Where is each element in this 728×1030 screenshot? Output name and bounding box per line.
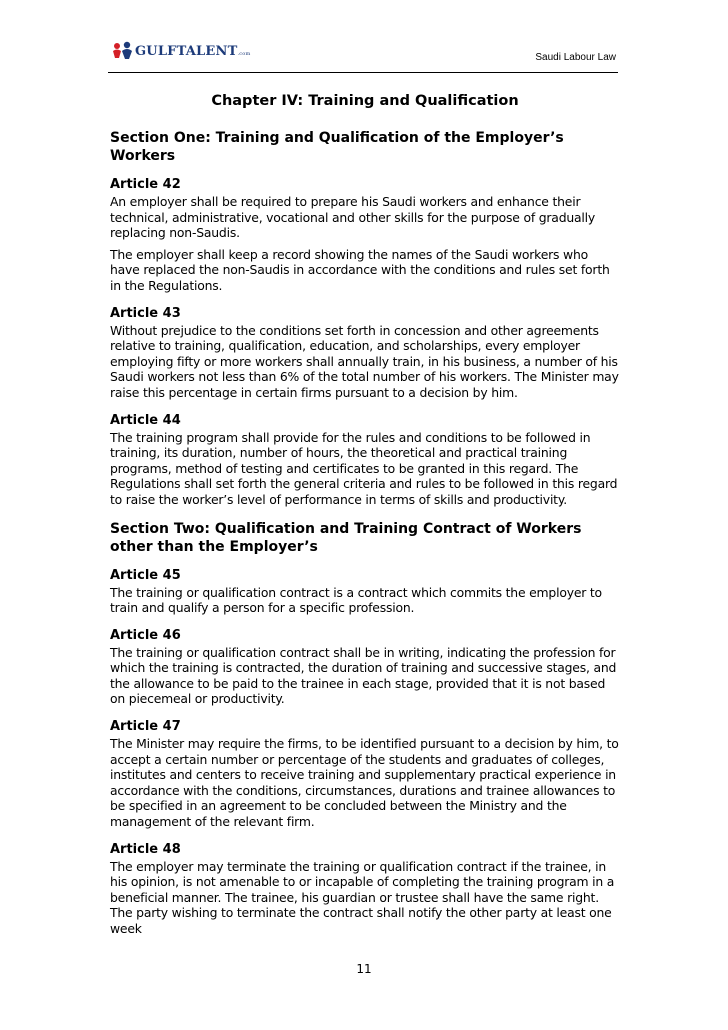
- page-header: [108, 38, 618, 73]
- article-title: Article 48: [110, 841, 181, 857]
- article: [110, 306, 620, 401]
- page-content: [110, 93, 620, 949]
- article-paragraph: Without prejudice to the conditions set forth in concession and other agreements relative to training, qualification, education, and scholarships, every employer employing fifty or more workers shall annually train, in his business, a number of his Saudi workers not less than 6% of the total number of his workers. The Minister may raise this percentage in certain firms pursuant to a decision by him.: [110, 322, 619, 400]
- page-number: 11: [356, 962, 372, 976]
- section-title: Section Two: Qualification and Training Contract of Workers other than the Employer’s: [110, 520, 582, 555]
- article: [110, 568, 620, 616]
- article-paragraph: The employer shall keep a record showing the names of the Saudi workers who have replaced the non-Saudis in accordance with the conditions and rules set forth in the Regulations.: [110, 246, 610, 293]
- article-title: Article 42: [110, 177, 181, 192]
- article-paragraph: An employer shall be required to prepare his Saudi workers and enhance their technical, administrative, vocational and other skills for the purpose of gradually replacing non-Saudis.: [110, 194, 596, 241]
- article: [110, 177, 620, 294]
- article-title: Article 45: [110, 567, 181, 583]
- article-paragraph: The training program shall provide for the rules and conditions to be followed in training, its duration, number of hours, the theoretical and practical training programs, method of testing and certificates to be granted in this regard. The Regulations shall set forth the general criteria and rules to be followed in this regard to raise the worker’s level of performance in terms of skills and productivity.: [110, 429, 618, 507]
- article-paragraph: The Minister may require the firms, to be identified pursuant to a decision by him, to accept a certain number or percentage of the students and graduates of colleges, institutes and centers to receive training and supplementary practical experience in accordance with the conditions, circumstances, durations and trainee allowances to be specified in an agreement to be concluded between the Ministry and the management of the relevant firm.: [110, 736, 619, 830]
- article-title: Article 47: [110, 719, 181, 735]
- article-paragraph: The employer may terminate the training or qualification contract if the trainee, in his opinion, is not amenable to or incapable of completing the training program in a beneficial manner. The trainee, his guardian or trustee shall have the same right. The party wishing to terminate the contract shall notify the other party at least one week: [110, 858, 615, 936]
- people-logo-icon: [112, 41, 134, 61]
- article-paragraph: The training or qualification contract shall be in writing, indicating the profession for which the training is contracted, the duration of training and successive stages, and the allowance to be paid to the trainee in each stage, provided that it is not based on piecemeal or productivity.: [110, 644, 617, 707]
- article: [110, 628, 620, 707]
- document-title: Saudi Labour Law: [535, 52, 616, 63]
- logo-wordmark: GULFTALENT.com: [135, 44, 251, 59]
- article-title: Article 43: [110, 305, 181, 321]
- chapter-title: Chapter IV: Training and Qualification: [211, 93, 519, 109]
- section-title: Section One: Training and Qualification of the Employer’s Workers: [110, 130, 564, 164]
- article-title: Article 46: [110, 627, 181, 643]
- article: [110, 413, 620, 508]
- article-title: Article 44: [110, 412, 181, 428]
- article: [110, 719, 620, 830]
- gulftalent-logo: [112, 41, 250, 61]
- article-paragraph: The training or qualification contract is a contract which commits the employer to train and qualify a person for a specific profession.: [110, 584, 602, 616]
- article: [110, 842, 620, 937]
